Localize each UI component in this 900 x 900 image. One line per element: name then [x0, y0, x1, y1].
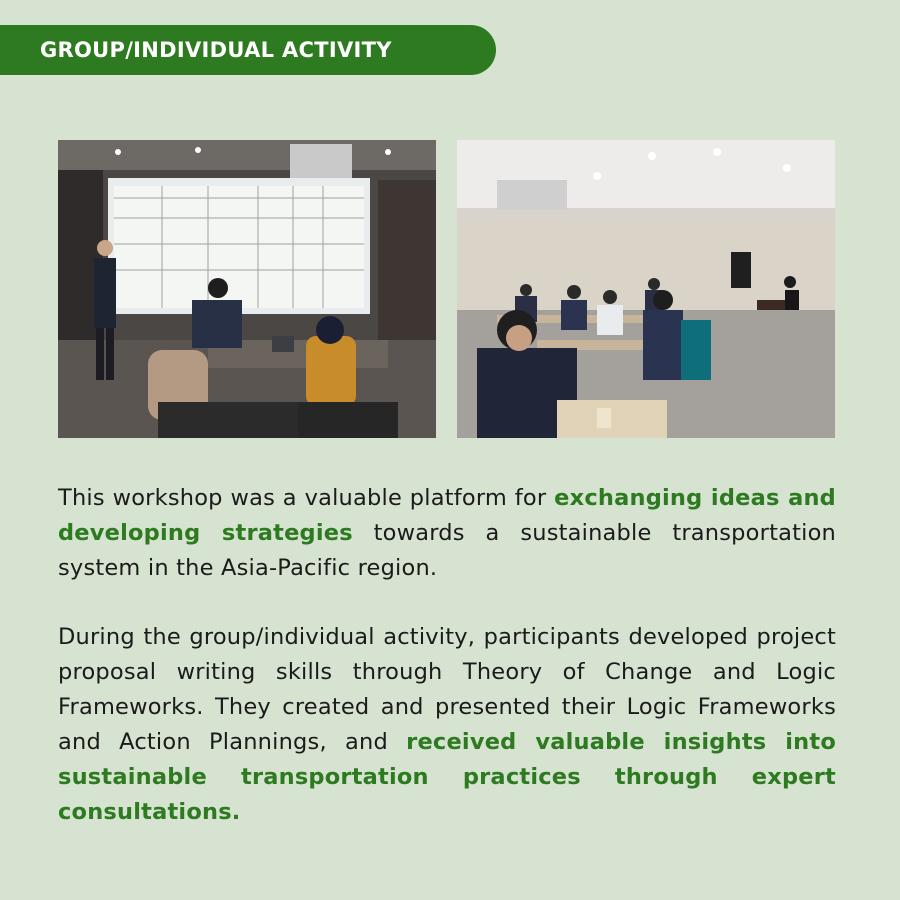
presentation-photo	[58, 140, 436, 438]
activity-highlight: received valuable insights into sustainable transportation practices through expert consultations.	[58, 729, 837, 825]
section-banner	[0, 25, 496, 75]
intro-paragraph	[58, 481, 836, 586]
activity-paragraph	[58, 620, 836, 830]
audience-photo	[457, 140, 835, 438]
banner-title: GROUP/INDIVIDUAL ACTIVITY	[40, 38, 392, 62]
intro-text-end: towards a sustainable transportation system in the Asia-Pacific region.	[58, 520, 836, 581]
activity-text: During the group/individual activity, participants developed project proposal writing skills through Theory of Change and Logic Frameworks. They created and presented their Logic Frameworks and Action Plannings, and	[58, 624, 836, 755]
intro-text: This workshop was a valuable platform for	[58, 485, 555, 511]
intro-highlight: exchanging ideas and developing strategies	[58, 485, 836, 546]
